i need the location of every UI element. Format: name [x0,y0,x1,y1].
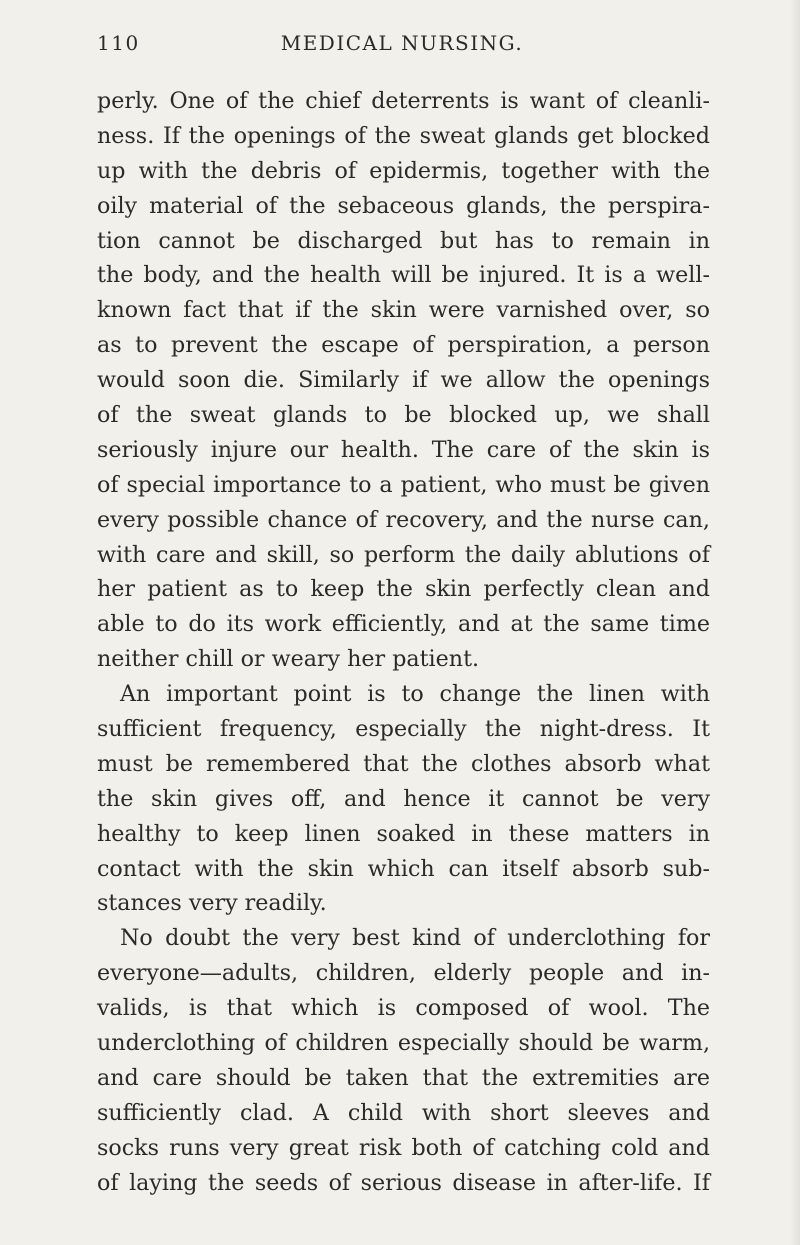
text-line: able to do its work efficiently, and at the same time [97,611,710,638]
text-line: every possible chance of recovery, and the nurse can, [97,506,710,533]
text-line: ness. If the openings of the sweat glands get blocked [97,122,710,149]
text-line: as to prevent the escape of perspiration, a person [97,332,710,359]
text-line: of the sweat glands to be blocked up, we shall [97,402,710,429]
text-line: healthy to keep linen soaked in these matters in [97,820,710,847]
text-line: known fact that if the skin were varnished over, so [97,297,710,324]
text-line: seriously injure our health. The care of the skin is [97,436,710,463]
text-line: oily material of the sebaceous glands, the perspira- [97,192,710,219]
text-line: the body, and the health will be injured. It is a well- [97,262,710,289]
paragraph-start-line: No doubt the very best kind of underclothing for [120,925,710,952]
text-line: her patient as to keep the skin perfectly clean and [97,576,710,603]
text-line: must be remembered that the clothes absorb what [97,750,710,777]
paragraph-end-line: stances very readily. [97,890,327,917]
page-edge-shadow [790,0,800,1245]
text-line: would soon die. Similarly if we allow the openings [97,367,710,394]
text-line: with care and skill, so perform the daily ablutions of [97,541,710,568]
page-number: 110 [97,31,140,55]
text-line: perly. One of the chief deterrents is want of cleanli- [97,88,710,114]
running-title: MEDICAL NURSING. [280,31,524,55]
text-line: and care should be taken that the extremities are [97,1064,710,1091]
text-line: everyone—adults, children, elderly people and in- [97,960,710,987]
text-line: of laying the seeds of serious disease in after-life. If [97,1169,710,1196]
paragraph-start-line: An important point is to change the linen with [120,681,710,708]
running-head [97,31,707,61]
text-line: the skin gives off, and hence it cannot be very [97,785,710,812]
text-line: of special importance to a patient, who must be given [97,471,710,498]
text-line: contact with the skin which can itself absorb sub- [97,855,710,882]
text-line: underclothing of children especially should be warm, [97,1030,710,1057]
text-line: valids, is that which is composed of wool. The [97,995,710,1022]
text-line: up with the debris of epidermis, together with the [97,157,710,184]
text-line: socks runs very great risk both of catching cold and [97,1134,710,1161]
paragraph-end-line: neither chill or weary her patient. [97,646,480,673]
text-line: tion cannot be discharged but has to remain in [97,227,710,254]
text-line: sufficiently clad. A child with short sleeves and [97,1099,710,1126]
body-text [97,84,710,1201]
text-line: sufficient frequency, especially the night-dress. It [97,716,710,743]
